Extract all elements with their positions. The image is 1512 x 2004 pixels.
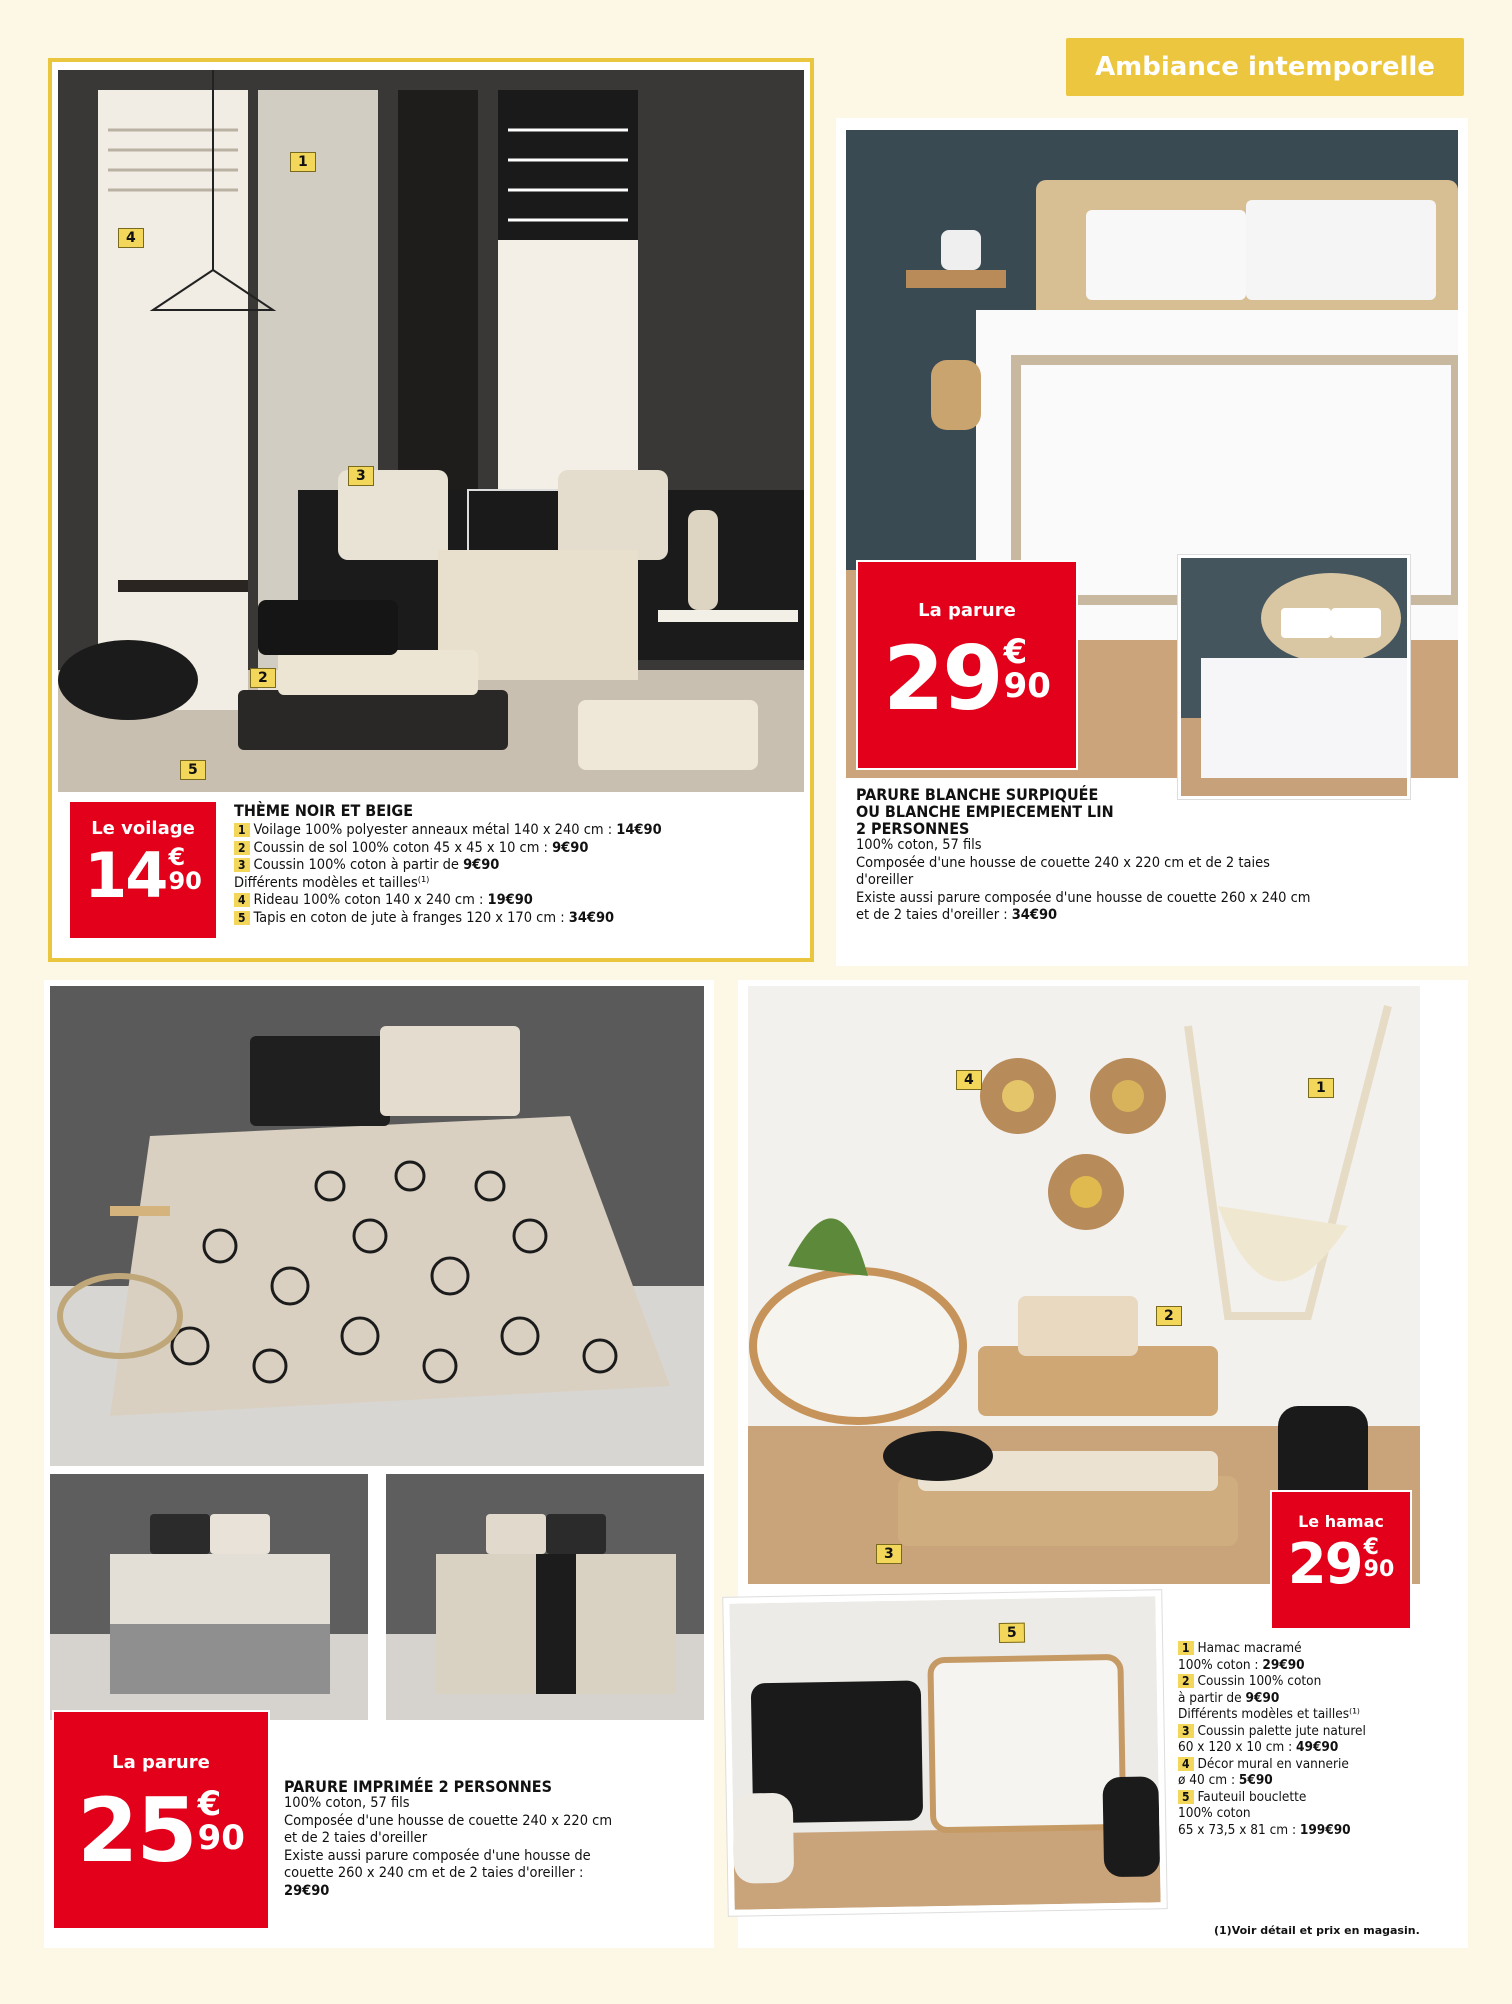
item-price: 14€90 bbox=[616, 822, 662, 838]
desc-line: Existe aussi parure composée d'une housse de bbox=[284, 1847, 591, 1864]
pintuck-bedroom-inset-image bbox=[1181, 558, 1407, 796]
hamac-price-tag bbox=[1270, 1490, 1412, 1630]
imprimee-text bbox=[284, 1778, 704, 1900]
item-line bbox=[1178, 1805, 1418, 1822]
item-text: Coussin palette jute naturel bbox=[1197, 1722, 1366, 1739]
marker-1: 1 bbox=[1308, 1078, 1334, 1098]
marker-1: 1 bbox=[290, 152, 316, 172]
item-text: Hamac macramé bbox=[1197, 1640, 1302, 1656]
item-line bbox=[234, 875, 794, 893]
item-text: Rideau 100% coton 140 x 240 cm : bbox=[253, 892, 488, 908]
item-line bbox=[1178, 1739, 1418, 1756]
item-number: 5 bbox=[234, 911, 250, 925]
marker-2: 2 bbox=[1156, 1306, 1182, 1326]
item-line bbox=[1178, 1640, 1418, 1657]
item-price: 9€90 bbox=[1245, 1689, 1280, 1706]
item-number: 4 bbox=[1178, 1757, 1194, 1771]
price-decimal: 90 bbox=[1363, 1557, 1395, 1582]
price-value bbox=[858, 627, 1076, 730]
item-text: 100% coton bbox=[1178, 1805, 1251, 1821]
item-line bbox=[1178, 1772, 1418, 1789]
price-value bbox=[70, 839, 216, 912]
item-number: 3 bbox=[1178, 1724, 1194, 1738]
item-number: 4 bbox=[234, 893, 250, 907]
item-number: 5 bbox=[1178, 1790, 1194, 1804]
section-title-tab bbox=[1066, 38, 1464, 96]
item-number: 2 bbox=[1178, 1674, 1194, 1688]
hamac-text bbox=[1178, 1640, 1418, 1838]
price-label: La parure bbox=[112, 1752, 210, 1773]
voilage-price-tag bbox=[68, 800, 218, 940]
item-text: Coussin 100% coton bbox=[1197, 1673, 1322, 1689]
armchairs-inset-image bbox=[729, 1596, 1160, 1909]
noir-beige-photo bbox=[58, 70, 804, 792]
price-integer: 29 bbox=[1287, 1532, 1362, 1597]
imprimee-main-photo bbox=[50, 986, 704, 1466]
item-number: 2 bbox=[234, 841, 250, 855]
blanche-title-line: 2 PERSONNES bbox=[856, 819, 970, 838]
desc-line: Composée d'une housse de couette 240 x 220 cm et de 2 taies bbox=[856, 854, 1270, 871]
item-text: Tapis en coton de jute à franges 120 x 170 cm : bbox=[253, 909, 569, 926]
item-price: 49€90 bbox=[1296, 1739, 1339, 1755]
item-price: 9€90 bbox=[552, 839, 589, 856]
desc-line: Composée d'une housse de couette 240 x 220 cm bbox=[284, 1812, 613, 1829]
desc-text: et de 2 taies d'oreiller : bbox=[856, 907, 1012, 923]
price-decimal: 90 bbox=[1003, 666, 1051, 706]
price-currency: € bbox=[168, 843, 186, 871]
noir-beige-title: THÈME NOIR ET BEIGE bbox=[234, 801, 414, 820]
item-text: Différents modèles et tailles⁽¹⁾ bbox=[1178, 1706, 1360, 1722]
item-line bbox=[234, 857, 794, 875]
price-label: La parure bbox=[918, 600, 1016, 621]
item-text: Coussin 100% coton à partir de bbox=[253, 857, 464, 873]
footnote: (1)Voir détail et prix en magasin. bbox=[1214, 1924, 1420, 1937]
section-title: Ambiance intemporelle bbox=[1095, 52, 1435, 82]
marker-3: 3 bbox=[348, 466, 374, 486]
item-text: à partir de bbox=[1178, 1689, 1246, 1706]
item-number: 3 bbox=[234, 858, 250, 872]
price-value bbox=[1272, 1532, 1410, 1597]
marker-4: 4 bbox=[956, 1070, 982, 1090]
desc-line: d'oreiller bbox=[856, 872, 914, 888]
item-text: Coussin de sol 100% coton 45 x 45 x 10 cm : bbox=[253, 839, 553, 856]
price-label: Le voilage bbox=[91, 818, 195, 839]
blanche-title-line: PARURE BLANCHE SURPIQUÉE bbox=[856, 785, 1099, 804]
price-currency: € bbox=[1363, 1535, 1379, 1560]
item-text: ø 40 cm : bbox=[1178, 1772, 1239, 1788]
item-line bbox=[1178, 1706, 1418, 1723]
desc-line: 100% coton, 57 fils bbox=[856, 837, 982, 853]
blanche-inset-frame bbox=[1178, 555, 1410, 799]
item-text: 100% coton : bbox=[1178, 1656, 1263, 1673]
item-line bbox=[1178, 1690, 1418, 1707]
price-integer: 29 bbox=[883, 627, 1002, 730]
floral-bedding-image bbox=[50, 986, 704, 1466]
price-value bbox=[54, 1779, 268, 1882]
desc-line: 100% coton, 57 fils bbox=[284, 1795, 410, 1811]
item-line bbox=[234, 892, 794, 910]
item-line bbox=[234, 822, 794, 840]
hamac-inset-frame bbox=[723, 1590, 1166, 1916]
desc-line: Existe aussi parure composée d'une housse de couette 260 x 240 cm bbox=[856, 889, 1311, 906]
item-number: 1 bbox=[1178, 1641, 1194, 1655]
imprimee-price-tag bbox=[52, 1710, 270, 1930]
imprimee-variant-photo-1 bbox=[50, 1474, 368, 1720]
blanche-price-tag bbox=[856, 560, 1078, 770]
item-text: Différents modèles et tailles⁽¹⁾ bbox=[234, 874, 430, 891]
item-price: 199€90 bbox=[1299, 1821, 1351, 1838]
desc-line: et de 2 taies d'oreiller bbox=[284, 1830, 428, 1846]
blanche-title-line: OU BLANCHE EMPIECEMENT LIN bbox=[856, 802, 1114, 821]
item-price: 34€90 bbox=[568, 909, 615, 926]
blanche-text bbox=[856, 786, 1456, 925]
desc-line: couette 260 x 240 cm et de 2 taies d'oreiller : bbox=[284, 1865, 584, 1881]
item-line bbox=[1178, 1673, 1418, 1690]
marker-5: 5 bbox=[999, 1623, 1025, 1643]
leaf-bedding-image bbox=[50, 1474, 368, 1720]
marker-3: 3 bbox=[876, 1544, 902, 1564]
imprimee-variant-photo-2 bbox=[386, 1474, 704, 1720]
desc-line bbox=[284, 1883, 704, 1901]
marker-2: 2 bbox=[250, 668, 276, 688]
marker-5: 5 bbox=[180, 760, 206, 780]
living-room-black-beige-image bbox=[58, 70, 804, 792]
item-text: 60 x 120 x 10 cm : bbox=[1178, 1739, 1297, 1755]
item-price: 19€90 bbox=[487, 892, 533, 908]
price-integer: 14 bbox=[84, 839, 167, 912]
item-line bbox=[234, 840, 794, 858]
item-price: 9€90 bbox=[463, 857, 500, 873]
item-price: 5€90 bbox=[1238, 1772, 1273, 1788]
price-label: Le hamac bbox=[1298, 1512, 1384, 1531]
item-line bbox=[1178, 1822, 1418, 1839]
noir-beige-text bbox=[234, 802, 794, 927]
price-integer: 25 bbox=[77, 1779, 196, 1882]
item-text: Décor mural en vannerie bbox=[1197, 1755, 1349, 1772]
imprimee-title: PARURE IMPRIMÉE 2 PERSONNES bbox=[284, 1777, 552, 1796]
extra-price: 29€90 bbox=[284, 1882, 330, 1899]
item-price: 29€90 bbox=[1262, 1656, 1305, 1673]
item-line bbox=[1178, 1723, 1418, 1740]
desc-line bbox=[856, 907, 1456, 925]
marker-4: 4 bbox=[118, 228, 144, 248]
geometric-bedding-image bbox=[386, 1474, 704, 1720]
price-decimal: 90 bbox=[197, 1818, 245, 1858]
item-text: Voilage 100% polyester anneaux métal 140 x 240 cm : bbox=[253, 822, 617, 838]
item-line bbox=[1178, 1756, 1418, 1773]
price-currency: € bbox=[197, 1784, 222, 1824]
item-line bbox=[234, 910, 794, 928]
extra-price: 34€90 bbox=[1011, 907, 1058, 923]
item-text: 65 x 73,5 x 81 cm : bbox=[1178, 1821, 1300, 1838]
price-currency: € bbox=[1003, 632, 1028, 672]
item-line bbox=[1178, 1789, 1418, 1806]
price-decimal: 90 bbox=[168, 867, 202, 895]
item-text: Fauteuil bouclette bbox=[1197, 1788, 1307, 1805]
item-number: 1 bbox=[234, 823, 250, 837]
item-line bbox=[1178, 1657, 1418, 1674]
